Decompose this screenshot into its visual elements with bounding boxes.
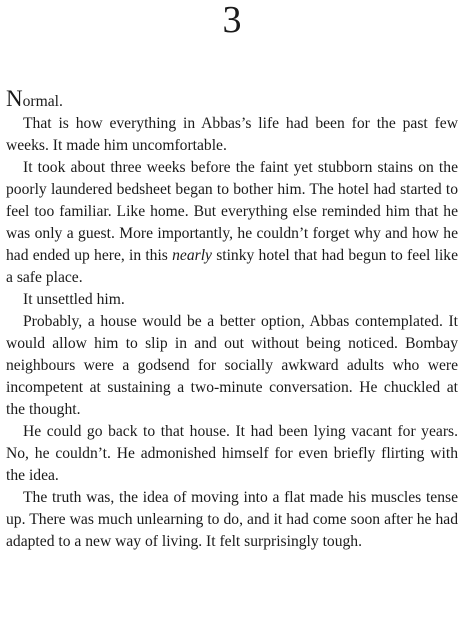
chapter-number: 3 [222, 0, 242, 41]
paragraph-text: It took about three weeks before the faint yet stubborn stains on the poorly laundered bedsheet began to bother him. The hotel had started to feel too familiar. Like home. But everything else reminded him that he was only a guest. More importantly, he couldn’t forget why and how he had ended up here, in this [6, 159, 458, 264]
paragraph: The truth was, the idea of moving into a flat made his muscles tense up. There was much unlearning to do, and it had come soon after he had adapted to a new way of living. It felt surprisingly tough. [6, 489, 458, 550]
paragraph: Probably, a house would be a better option, Abbas contemplated. It would allow him to slip in and out without being noticed. Bombay neighbours were a godsend for socially awkward adults who were incompetent at sustaining a two-minute conversation. He chuckled at the thought. [6, 313, 458, 418]
paragraph [6, 157, 458, 289]
opening-paragraph [6, 88, 458, 113]
paragraph: It unsettled him. [23, 291, 125, 308]
emphasized-word: nearly [172, 247, 212, 264]
drop-cap: N [6, 86, 23, 111]
paragraph-text-continued: stinky hotel that had begun to feel like a safe place. [6, 247, 458, 286]
paragraph: That is how everything in Abbas’s life had been for the past few weeks. It made him uncomfortable. [6, 115, 458, 154]
opening-word: ormal. [22, 93, 63, 110]
chapter-body [6, 88, 458, 553]
paragraph: He could go back to that house. It had been lying vacant for years. No, he couldn’t. He admonished himself for even briefly flirting with the idea. [6, 423, 458, 484]
